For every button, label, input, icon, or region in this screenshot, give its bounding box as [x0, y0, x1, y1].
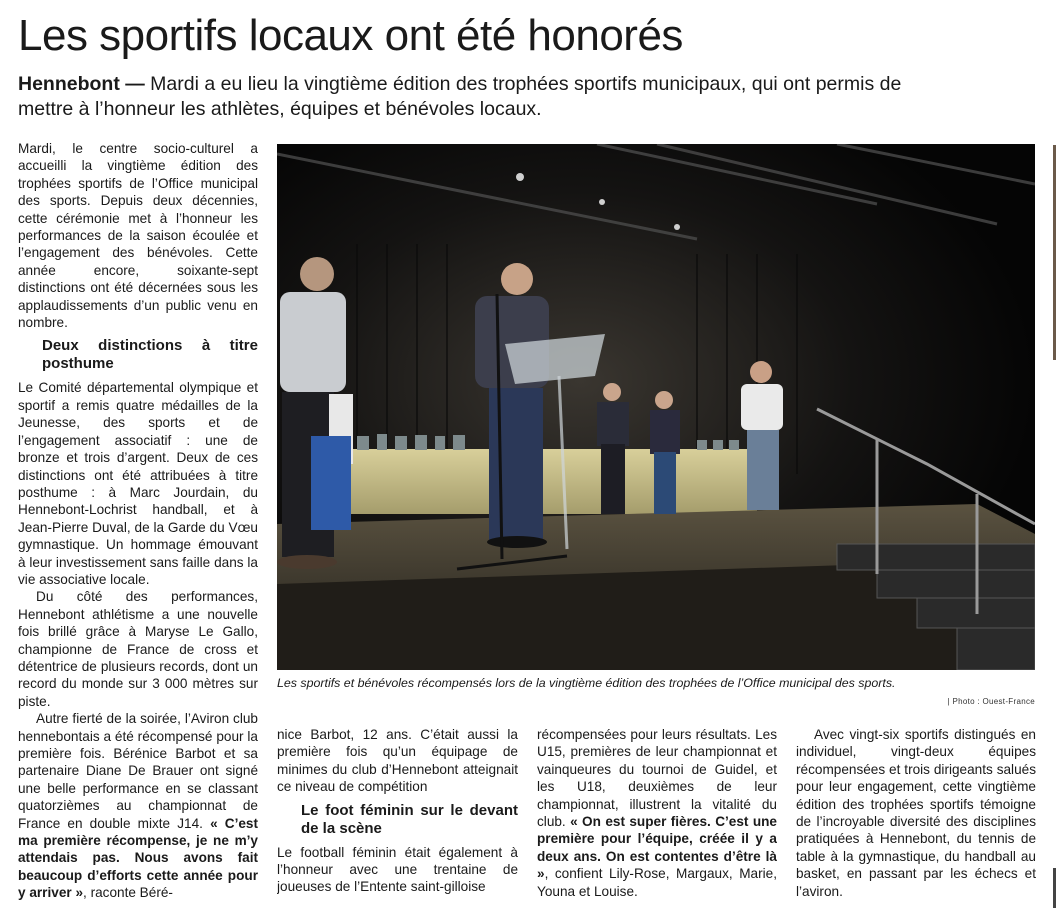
paragraph-foot-cont: [537, 726, 777, 900]
article-photo: [277, 144, 1035, 670]
aviron-quote: « C’est ma première récompense, je ne m’y attendais pas. Nous avons fait beaucoup d’efforts cette année pour y arriver »: [18, 815, 258, 900]
dateline: Hennebont —: [18, 73, 145, 95]
paragraph-athletisme: Du côté des performances, Hennebont athlétisme a une nouvelle fois brillé grâce à Maryse Le Gallo, championne de France de cross et détentrice de plusieurs records, dont un record du monde sur 3 000 mètres sur piste.: [18, 589, 258, 709]
aviron-attribution: , raconte Béré-: [83, 885, 173, 900]
aviron-text: Autre fierté de la soirée, l’Aviron club hennebontais a été récompensé pour la première fois. Bérénice Barbot et sa partenaire Diane De Brauer ont signé une belle performance en se classant quatorzièmes au championnat de France en double mixte J14.: [18, 711, 258, 831]
paragraph-medailles: Le Comité départemental olympique et sportif a remis quatre médailles de la Jeunesse, des sports et de l’engagement associatif : une de bronze et trois d’argent. Deux de ces distinctions ont été attribuées à titre posthume : à Marc Jourdain, du Hennebont-Lochrist handball, et à Jean-Pierre Duval, de la Garde du Vœu gymnastique. Un hommage émouvant à leur investissement sans faille dans la vie associative locale.: [18, 380, 258, 587]
article-column-4: [796, 726, 1036, 906]
subhead-foot-feminin: Le foot féminin sur le devant de la scène: [301, 801, 518, 837]
article-column-3: [537, 726, 777, 906]
subhead-posthume: Deux distinctions à titre posthume: [42, 337, 258, 373]
paragraph-aviron: [18, 710, 258, 900]
paragraph-conclusion: Avec vingt-six sportifs distingués en individuel, vingt-deux équipes récompensées et trois dirigeants salués pour leur engagement, cette vingtième édition des trophées sportifs témoigne de l’incroyable diversité des disciplines pratiquées à Hennebont, du tennis de table à la gymnastique, du handball au basket, en passant par les échecs et l’aviron.: [796, 727, 1036, 899]
foot-attribution: , confient Lily-Rose, Margaux, Marie, Youna et Louise.: [537, 866, 777, 899]
paragraph-intro: Mardi, le centre socio-culturel a accueilli la vingtième édition des trophées sportifs de l’Office municipal des sports. Depuis deux décennies, cette cérémonie met à l’honneur les performances de la saison écoulée et l’engagement des bénévoles. Cette année encore, soixante-sept distinctions ont été décernées sous les applaudissements d’un public venu en nombre.: [18, 141, 258, 331]
stage-photo-illustration: [277, 144, 1035, 670]
foot-text: récompensées pour leurs résultats. Les U15, premières de leur championnat et vainqueures du tournoi de Guidel, et les U18, deuxièmes de leur championnat, illustrent la vitalité du club.: [537, 727, 777, 830]
photo-caption: Les sportifs et bénévoles récompensés lors de la vingtième édition des trophées de l’Office municipal des sports.: [277, 676, 896, 690]
paragraph-foot: Le football féminin était également à l’honneur avec une trentaine de joueuses de l’Entente saint-gilloise: [277, 844, 518, 895]
article-column-1: [18, 140, 258, 900]
photo-credit: | Photo : Ouest-France: [947, 697, 1035, 706]
foot-quote: « On est super fières. C’est une première pour l’équipe, créée il y a deux ans. On est contentes d’être là »: [537, 814, 777, 882]
paragraph-aviron-cont: nice Barbot, 12 ans. C’était aussi la première fois qu’un équipage de minimes du club d’Hennebont atteignait ce niveau de compétition: [277, 727, 518, 795]
lede: [18, 72, 918, 122]
headline: Les sportifs locaux ont été honorés: [18, 11, 683, 60]
lede-text: Mardi a eu lieu la vingtième édition des trophées sportifs municipaux, qui ont permis de mettre à l’honneur les athlètes, équipes et bénévoles locaux.: [18, 73, 902, 120]
article-column-2: [277, 726, 518, 906]
